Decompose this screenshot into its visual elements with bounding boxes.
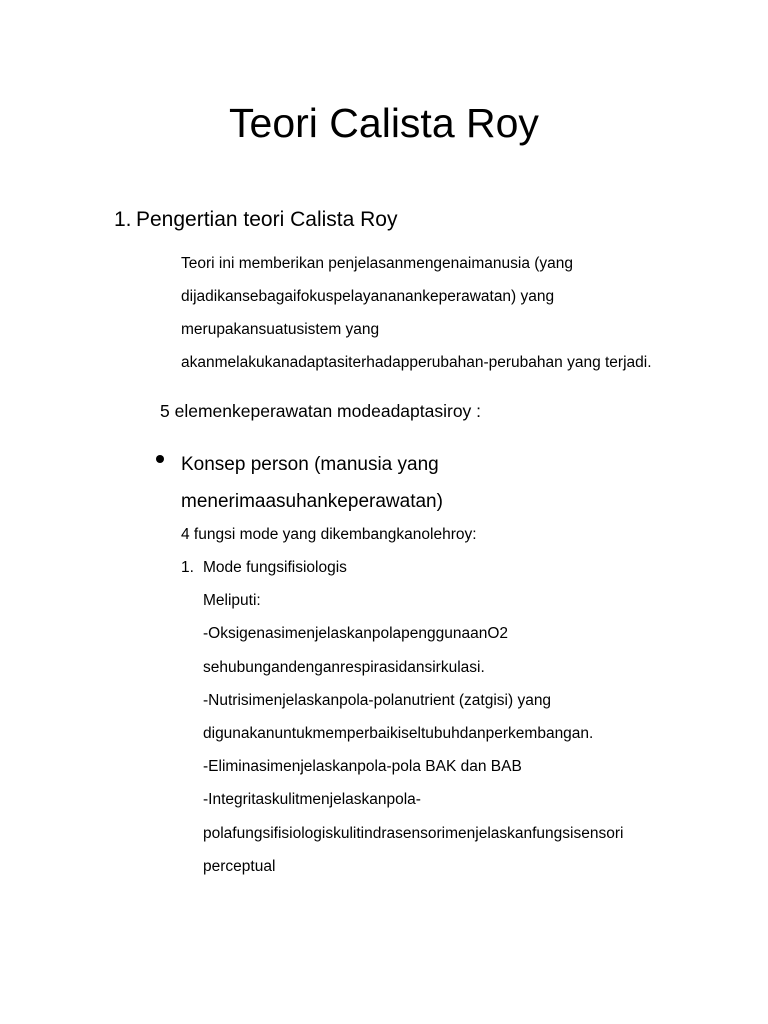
paragraph-line: akanmelakukanadaptasiterhadapperubahan-perubahan yang terjadi. xyxy=(181,354,652,371)
bullet-line: menerimaasuhankeperawatan) xyxy=(181,491,443,512)
mode-line: digunakanuntukmemperbaikiseltubuhdanperkembangan. xyxy=(203,725,594,743)
paragraph-line: Teori ini memberikan penjelasanmengenaimanusia (yang xyxy=(181,255,574,272)
bullet-icon xyxy=(156,455,164,463)
mode-line: -OksigenasimenjelaskanpolapenggunaanO2 xyxy=(203,625,509,643)
mode-line: -Nutrisimenjelaskanpola-polanutrient (zatgisi) yang xyxy=(203,691,552,709)
bullet-line: Konsep person (manusia yang xyxy=(181,454,439,475)
bullet-item xyxy=(181,446,443,520)
mode-item-number: 1. xyxy=(181,559,194,576)
page-title: Teori Calista Roy xyxy=(229,100,539,146)
mode-line: -Integritaskulitmenjelaskanpola- xyxy=(203,791,421,809)
definition-paragraph xyxy=(181,247,741,379)
mode-item xyxy=(203,551,753,883)
section-heading: Pengertian teori Calista Roy xyxy=(136,208,398,231)
section-number: 1. xyxy=(114,208,132,231)
mode-line: sehubungandenganrespirasidansirkulasi. xyxy=(203,658,485,676)
mode-line: Meliputi: xyxy=(203,592,261,610)
mode-line: Mode fungsifisiologis xyxy=(203,559,347,576)
elements-subheading: 5 elemenkeperawatan modeadaptasiroy : xyxy=(160,401,482,421)
mode-line: -Eliminasimenjelaskanpola-pola BAK dan BAB xyxy=(203,758,522,776)
mode-line: polafungsifisiologiskulitindrasensorimenjelaskanfungsisensori xyxy=(203,824,624,842)
paragraph-line: dijadikansebagaifokuspelayananankeperawatan) yang xyxy=(181,288,555,305)
paragraph-line: merupakansuatusistem yang xyxy=(181,321,380,338)
mode-line: perceptual xyxy=(203,857,276,875)
modes-intro: 4 fungsi mode yang dikembangkanolehroy: xyxy=(181,526,477,543)
